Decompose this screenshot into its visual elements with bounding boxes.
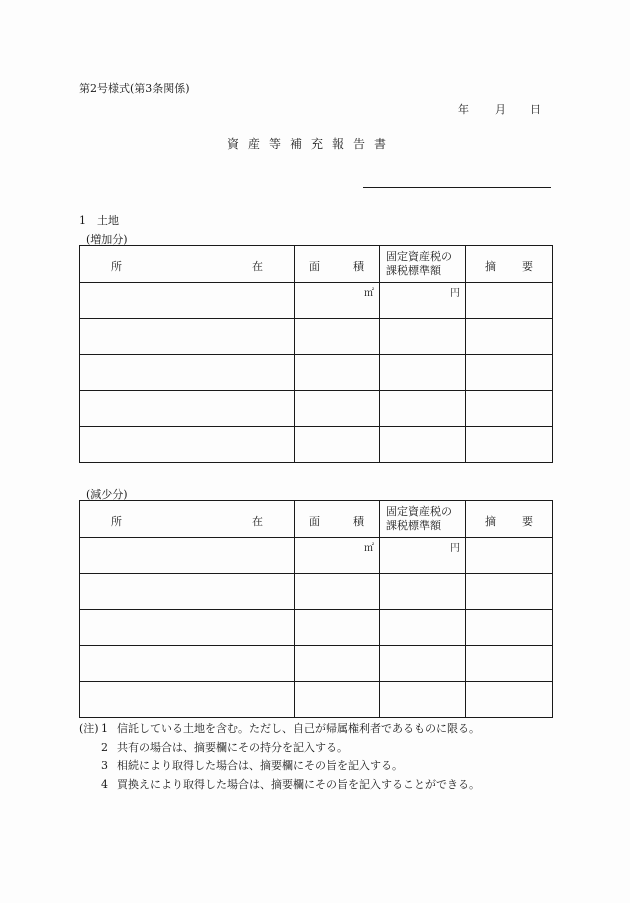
note-item: 4 買換えにより取得した場合は、摘要欄にその旨を記入することができる。 — [101, 777, 480, 791]
table-row — [80, 610, 553, 646]
header-area: 面 積 — [295, 501, 380, 538]
location-cell[interactable] — [80, 646, 295, 682]
table-row — [80, 427, 553, 463]
table-row — [80, 646, 553, 682]
yen-unit: 円 — [450, 543, 460, 554]
header-area: 面 積 — [295, 246, 380, 283]
area-unit: ㎡ — [364, 543, 374, 554]
location-cell[interactable] — [80, 355, 295, 391]
tax-value-cell[interactable] — [380, 538, 466, 574]
tax-value-cell[interactable] — [380, 355, 466, 391]
area-cell[interactable] — [295, 427, 380, 463]
table-row — [80, 355, 553, 391]
remarks-cell[interactable] — [466, 391, 553, 427]
tax-value-cell[interactable] — [380, 646, 466, 682]
header-remarks: 摘 要 — [466, 246, 553, 283]
remarks-cell[interactable] — [466, 355, 553, 391]
header-location: 所 在 — [80, 246, 295, 283]
table-row — [80, 319, 553, 355]
note-item: (注) 1 信託している土地を含む。ただし、自己が帰属権利者であるものに限る。 — [79, 720, 480, 739]
remarks-cell[interactable] — [466, 682, 553, 718]
location-cell[interactable] — [80, 682, 295, 718]
increase-heading: (増加分) — [86, 233, 128, 246]
table-row — [80, 283, 553, 319]
table-header-row — [80, 501, 553, 538]
table-row — [80, 538, 553, 574]
location-cell[interactable] — [80, 319, 295, 355]
increase-table — [79, 245, 553, 463]
tax-value-cell[interactable] — [380, 610, 466, 646]
form-number: 第2号様式(第3条関係) — [79, 82, 190, 95]
decrease-heading: (減少分) — [86, 488, 128, 501]
name-signature-line — [363, 187, 551, 188]
section-heading — [79, 212, 119, 228]
header-tax-value: 固定資産税の 課税標準額 — [380, 246, 466, 283]
table-row — [80, 682, 553, 718]
area-cell[interactable] — [295, 391, 380, 427]
tax-value-cell[interactable] — [380, 574, 466, 610]
tax-value-cell[interactable] — [380, 427, 466, 463]
area-cell[interactable] — [295, 355, 380, 391]
tax-value-cell[interactable] — [380, 682, 466, 718]
table-row — [80, 391, 553, 427]
notes-prefix: (注) — [79, 722, 99, 735]
tax-value-cell[interactable] — [380, 391, 466, 427]
date-year-label: 年 — [458, 103, 469, 116]
area-cell[interactable] — [295, 283, 380, 319]
remarks-cell[interactable] — [466, 427, 553, 463]
location-cell[interactable] — [80, 427, 295, 463]
date-day-label: 日 — [530, 103, 541, 116]
location-cell[interactable] — [80, 574, 295, 610]
document-title: 資産等補充報告書 — [227, 137, 396, 151]
remarks-cell[interactable] — [466, 574, 553, 610]
note-item: 2 共有の場合は、摘要欄にその持分を記入する。 — [101, 740, 348, 754]
location-cell[interactable] — [80, 538, 295, 574]
decrease-table — [79, 500, 553, 718]
header-remarks: 摘 要 — [466, 501, 553, 538]
area-unit: ㎡ — [364, 288, 374, 299]
header-tax-value: 固定資産税の 課税標準額 — [380, 501, 466, 538]
remarks-cell[interactable] — [466, 538, 553, 574]
tax-value-cell[interactable] — [380, 283, 466, 319]
area-cell[interactable] — [295, 610, 380, 646]
table-header-row — [80, 246, 553, 283]
header-location: 所 在 — [80, 501, 295, 538]
table-row — [80, 574, 553, 610]
notes-block — [79, 720, 480, 794]
section-number: 1 — [79, 214, 86, 227]
remarks-cell[interactable] — [466, 283, 553, 319]
section-label: 土地 — [97, 214, 119, 227]
date-month-label: 月 — [495, 103, 506, 116]
remarks-cell[interactable] — [466, 610, 553, 646]
location-cell[interactable] — [80, 610, 295, 646]
area-cell[interactable] — [295, 574, 380, 610]
yen-unit: 円 — [450, 288, 460, 299]
remarks-cell[interactable] — [466, 646, 553, 682]
note-item: 3 相続により取得した場合は、摘要欄にその旨を記入する。 — [101, 759, 403, 773]
remarks-cell[interactable] — [466, 319, 553, 355]
area-cell[interactable] — [295, 319, 380, 355]
area-cell[interactable] — [295, 646, 380, 682]
location-cell[interactable] — [80, 391, 295, 427]
tax-value-cell[interactable] — [380, 319, 466, 355]
location-cell[interactable] — [80, 283, 295, 319]
area-cell[interactable] — [295, 538, 380, 574]
area-cell[interactable] — [295, 682, 380, 718]
